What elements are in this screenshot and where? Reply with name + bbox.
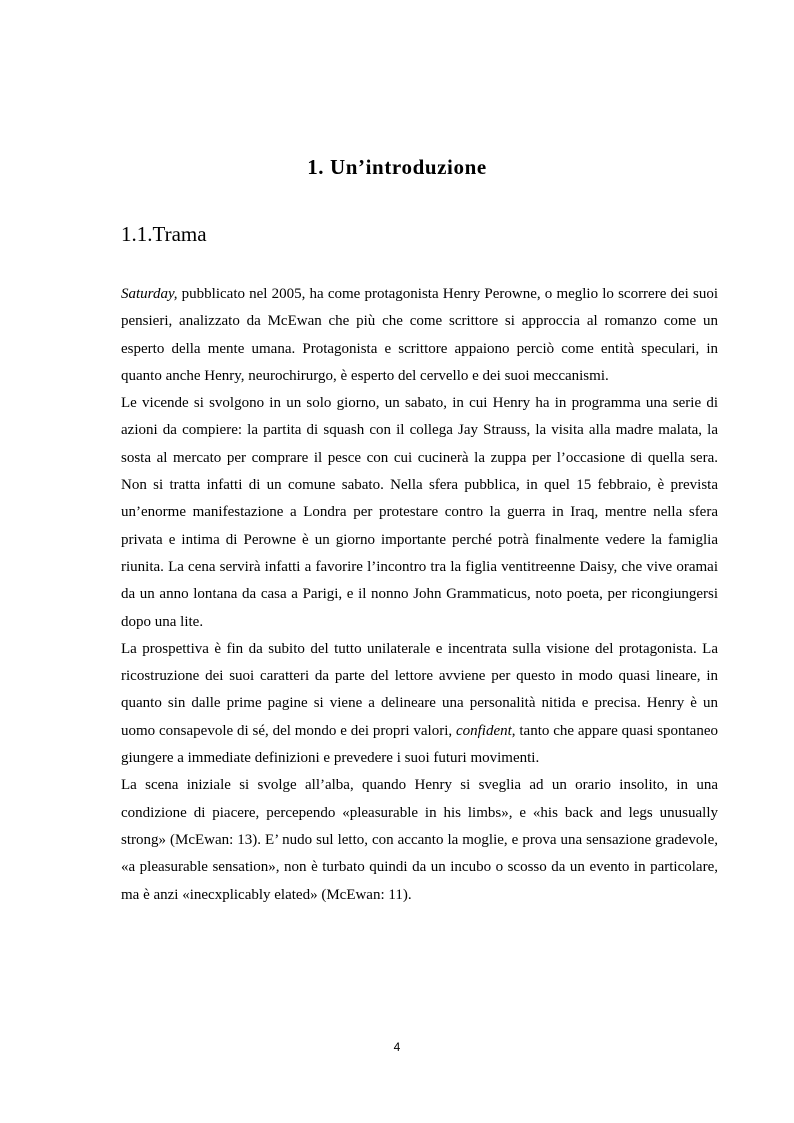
paragraph-text: , tanto che appare quasi spontaneo giungere a immediate definizioni e prevedere i suoi futuri movimenti. (121, 722, 718, 767)
book-title-italic: Saturday, (121, 286, 178, 302)
page-number: 4 (393, 1040, 401, 1054)
paragraph-plot-intro (121, 281, 718, 390)
body-text (121, 281, 718, 909)
emphasis-italic: confident (455, 722, 512, 739)
chapter-title: 1. Un’introduzione (307, 155, 487, 179)
section-title: 1.1.Trama (121, 222, 207, 246)
paragraph-text: La prospettiva è fin da subito del tutto unilaterale e incentrata sulla visione del protagonista. La ricostruzione dei suoi caratteri da parte del lettore avviene per questo in modo quasi lineare, in quanto sin dalle prime pagine si viene a delineare una personalità nitida e precisa. Henry è un uomo consapevole di sé, del mondo e dei propri valori, (121, 640, 718, 739)
paragraph-events: Le vicende si svolgono in un solo giorno, un sabato, in cui Henry ha in programma una serie di azioni da compiere: la partita di squash con il collega Jay Strauss, la visita alla madre malata, la sosta al mercato per comprare il pesce con cui cucinerà la zuppa per l’occasione di quella sera. Non si tratta infatti di un comune sabato. Nella sfera pubblica, in quel 15 febbraio, è prevista un’enorme manifestazione a Londra per protestare contro la guerra in Iraq, mentre nella sfera privata e intima di Perowne è un giorno importante perché potrà finalmente vedere la famiglia riunita. La cena servirà infatti a favorire l’incontro tra la figlia ventitreenne Daisy, che vive oramai da un anno lontana da casa a Parigi, e il nonno John Grammaticus, noto poeta, per ricongiungersi dopo una lite. (121, 395, 718, 630)
paragraph-perspective (121, 636, 718, 772)
paragraph-opening-scene: La scena iniziale si svolge all’alba, quando Henry si sveglia ad un orario insolito, in una condizione di piacere, percependo «pleasurable in his limbs», e «his back and legs unusually strong» (McEwan: 13). E’ nudo sul letto, con accanto la moglie, e prova una sensazione gradevole, «a pleasurable sensation», non è turbato quindi da un incubo o scosso da un evento in particolare, ma è anzi «inecxplicably elated» (McEwan: 11). (121, 777, 718, 903)
paragraph-text: pubblicato nel 2005, ha come protagonista Henry Perowne, o meglio lo scorrere dei suoi pensieri, analizzato da McEwan che più che come scrittore si approccia al romanzo come un esperto della mente umana. Protagonista e scrittore appaiono perciò come entità speculari, in quanto anche Henry, neurochirurgo, è esperto del cervello e dei suoi meccanismi. (121, 286, 718, 384)
